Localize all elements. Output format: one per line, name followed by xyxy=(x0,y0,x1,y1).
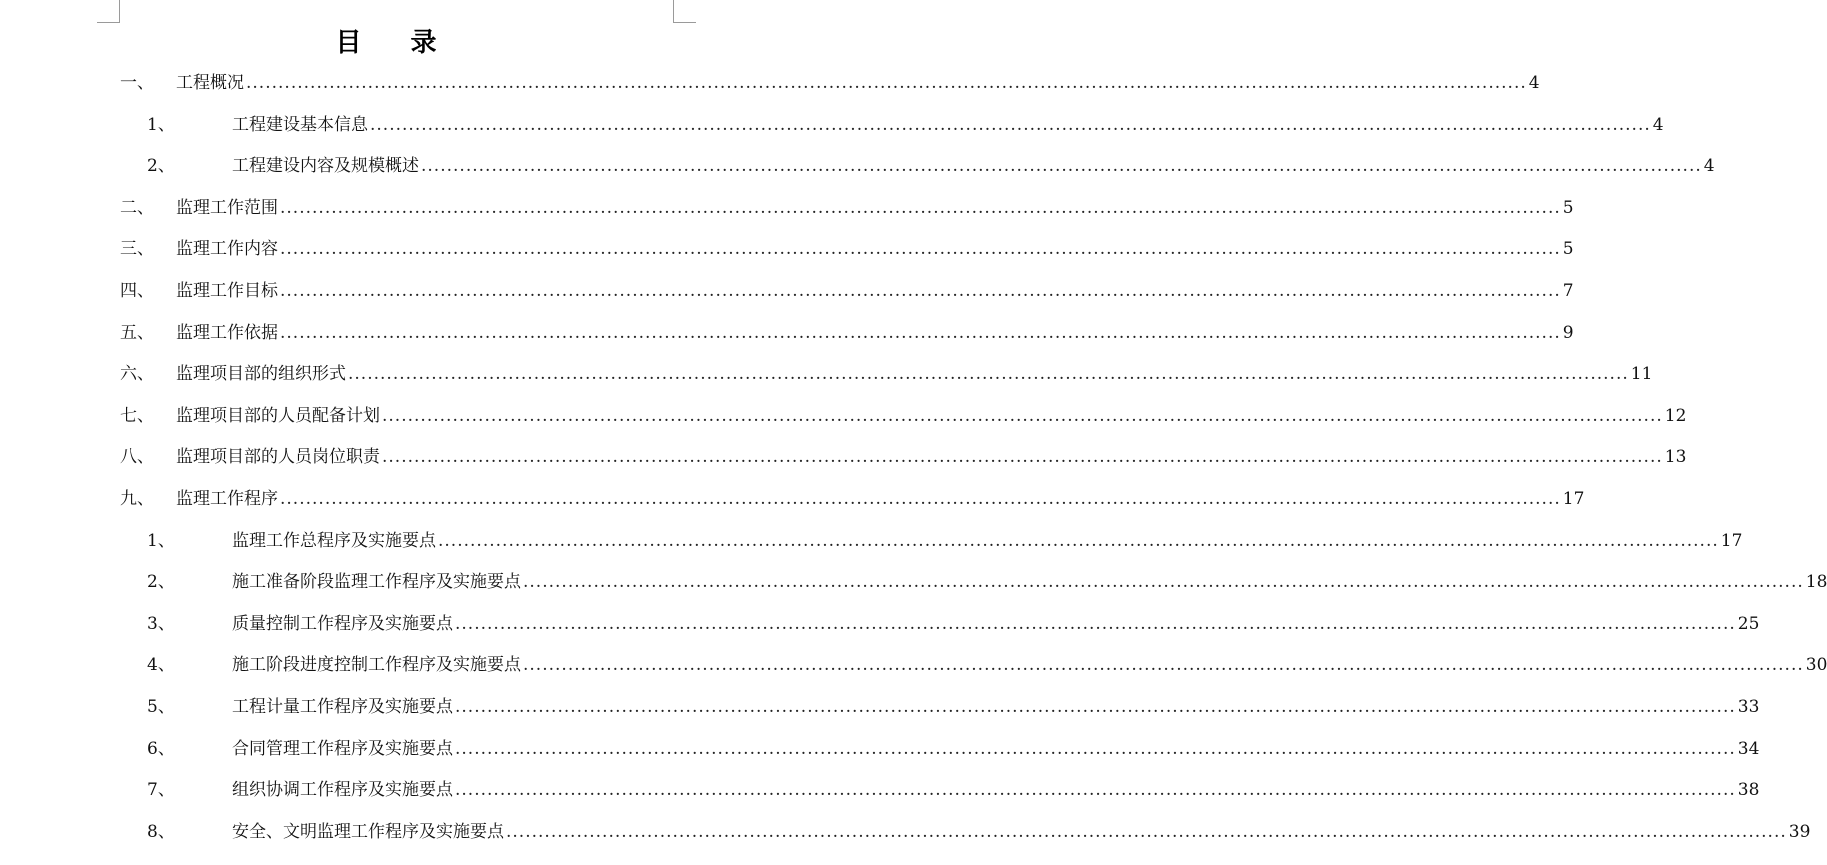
toc-dot-leader: ........................................................................................................................................................................................................ xyxy=(280,280,1561,301)
toc-entry-line xyxy=(232,729,1760,771)
toc-entry-page-number: 12 xyxy=(1664,405,1687,426)
toc-entry[interactable] xyxy=(0,645,1827,687)
toc-entry-label[interactable]: 监理项目部的组织形式 xyxy=(176,364,346,385)
toc-entry-page-number: 4 xyxy=(1652,114,1664,135)
toc-entry-page-number: 4 xyxy=(1528,73,1540,93)
toc-entry[interactable] xyxy=(0,562,1827,604)
toc-dot-leader: ........................................................................................................................................................................................................ xyxy=(438,530,1719,551)
toc-entry-line xyxy=(232,645,1827,687)
toc-dot-leader: ........................................................................................................................................................................................................ xyxy=(421,156,1702,177)
toc-entry[interactable] xyxy=(0,313,1574,355)
toc-entry-page-number: 33 xyxy=(1737,696,1760,717)
toc-dot-leader: ........................................................................................................................................................................................................ xyxy=(523,655,1804,676)
toc-entry-line xyxy=(176,354,1653,396)
toc-entry-label[interactable]: 安全、文明监理工作程序及实施要点 xyxy=(232,821,504,842)
toc-entry-label[interactable]: 监理工作目标 xyxy=(176,280,278,301)
toc-dot-leader: ........................................................................................................................................................................................................ xyxy=(382,447,1663,468)
toc-entry-line xyxy=(232,562,1827,604)
toc-entry-label[interactable]: 工程计量工作程序及实施要点 xyxy=(232,696,453,717)
toc-entry-label[interactable]: 工程建设基本信息 xyxy=(232,114,368,135)
toc-entry-number: 8、 xyxy=(147,821,175,842)
toc-entry-label[interactable]: 监理工作范围 xyxy=(176,197,278,218)
toc-entry-number: 八、 xyxy=(120,447,154,468)
toc-dot-leader: ........................................................................................................................................................................................................ xyxy=(382,405,1663,426)
toc-entry-number: 6、 xyxy=(147,738,175,759)
toc-entry-line xyxy=(232,604,1760,646)
toc-entry-line xyxy=(176,437,1687,479)
crop-mark-top-right xyxy=(673,0,696,23)
toc-entry[interactable] xyxy=(0,770,1760,812)
toc-dot-leader: ........................................................................................................................................................................................................ xyxy=(506,821,1787,842)
toc-dot-leader: ........................................................................................................................................................................................................ xyxy=(455,613,1736,634)
toc-entry-number: 2、 xyxy=(147,572,175,593)
toc-entry[interactable] xyxy=(0,729,1760,771)
toc-entry-number: 3、 xyxy=(147,613,175,634)
toc-entry[interactable] xyxy=(0,437,1687,479)
toc-entry-page-number: 39 xyxy=(1788,821,1811,842)
toc-dot-leader: ........................................................................................................................................................................................................ xyxy=(370,114,1651,135)
toc-entry[interactable] xyxy=(0,146,1715,188)
toc-dot-leader: ........................................................................................................................................................................................................ xyxy=(455,696,1736,717)
toc-entry[interactable] xyxy=(0,188,1574,230)
toc-entry-page-number: 25 xyxy=(1737,613,1760,634)
toc-entry[interactable] xyxy=(0,105,1664,147)
toc-entry-page-number: 38 xyxy=(1737,780,1760,801)
toc-entry-line xyxy=(232,770,1760,812)
toc-entry-number: 7、 xyxy=(147,780,175,801)
toc-entry-page-number: 17 xyxy=(1562,488,1585,509)
toc-entry-label[interactable]: 监理项目部的人员配备计划 xyxy=(176,405,380,426)
toc-entry-line xyxy=(176,188,1574,230)
toc-entry-line xyxy=(176,396,1687,438)
toc-entry-number: 九、 xyxy=(120,488,154,509)
toc-entry-line xyxy=(176,271,1574,313)
toc-entry[interactable] xyxy=(0,812,1811,854)
toc-entry-page-number: 34 xyxy=(1737,738,1760,759)
toc-dot-leader: ........................................................................................................................................................................................................ xyxy=(280,197,1561,218)
toc-entry-label[interactable]: 监理项目部的人员岗位职责 xyxy=(176,447,380,468)
toc-entry-page-number: 4 xyxy=(1703,156,1715,177)
crop-mark-top-left xyxy=(97,0,120,23)
toc-entry-label[interactable]: 监理工作依据 xyxy=(176,322,278,343)
toc-entry-number: 四、 xyxy=(120,280,154,301)
toc-entry-label[interactable]: 工程概况 xyxy=(176,73,244,93)
toc-entry[interactable] xyxy=(0,396,1687,438)
toc-entry-number: 4、 xyxy=(147,655,175,676)
toc-dot-leader: ........................................................................................................................................................................................................ xyxy=(455,738,1736,759)
toc-entry-number: 5、 xyxy=(147,696,175,717)
toc-entry-number: 1、 xyxy=(147,530,175,551)
toc-entry-label[interactable]: 施工准备阶段监理工作程序及实施要点 xyxy=(232,572,521,593)
toc-entry-label[interactable]: 监理工作总程序及实施要点 xyxy=(232,530,436,551)
toc-entry-number: 2、 xyxy=(147,156,175,177)
toc-entry[interactable] xyxy=(0,63,1540,105)
toc-entry-number: 1、 xyxy=(147,114,175,135)
toc-entry-number: 六、 xyxy=(120,364,154,385)
toc-entry-line xyxy=(232,521,1743,563)
toc-entry-number: 二、 xyxy=(120,197,154,218)
toc-entry-page-number: 9 xyxy=(1562,322,1574,343)
toc-dot-leader: ........................................................................................................................................................................................................ xyxy=(348,364,1629,385)
toc-entry[interactable] xyxy=(0,687,1760,729)
toc-entry-line xyxy=(176,313,1574,355)
toc-entry-page-number: 7 xyxy=(1562,280,1574,301)
toc-entry[interactable] xyxy=(0,521,1743,563)
toc-entry-line xyxy=(232,812,1811,854)
toc-entry-number: 五、 xyxy=(120,322,154,343)
toc-dot-leader: ........................................................................................................................................................................................................ xyxy=(280,488,1561,509)
toc-dot-leader: ........................................................................................................................................................................................................ xyxy=(523,572,1804,593)
toc-entry[interactable] xyxy=(0,479,1585,521)
toc-entry-page-number: 18 xyxy=(1805,572,1827,593)
toc-entry-number: 三、 xyxy=(120,239,154,260)
toc-entry-number: 七、 xyxy=(120,405,154,426)
toc-entry-label[interactable]: 合同管理工作程序及实施要点 xyxy=(232,738,453,759)
toc-entry-label[interactable]: 监理工作程序 xyxy=(176,488,278,509)
toc-entry-label[interactable]: 监理工作内容 xyxy=(176,239,278,260)
toc-entry-line xyxy=(232,146,1715,188)
page-title: 目 录 xyxy=(335,28,457,58)
toc-dot-leader: ........................................................................................................................................................................................................ xyxy=(280,239,1561,260)
toc-entry-line xyxy=(176,63,1540,105)
toc-dot-leader: ........................................................................................................................................................................................................ xyxy=(455,780,1736,801)
toc-dot-leader: ........................................................................................................................................................................................................ xyxy=(280,322,1561,343)
toc-entry-page-number: 11 xyxy=(1630,364,1653,385)
toc-entry[interactable] xyxy=(0,354,1653,396)
table-of-contents xyxy=(0,63,1827,853)
toc-entry-line xyxy=(176,229,1574,271)
toc-entry[interactable] xyxy=(0,229,1574,271)
toc-entry-number: 一、 xyxy=(120,73,154,93)
toc-entry-label[interactable]: 工程建设内容及规模概述 xyxy=(232,156,419,177)
toc-entry[interactable] xyxy=(0,271,1574,313)
toc-entry-page-number: 13 xyxy=(1664,447,1687,468)
toc-dot-leader: ........................................................................................................................................................................................................ xyxy=(246,73,1527,93)
toc-entry-line xyxy=(232,687,1760,729)
toc-entry[interactable] xyxy=(0,604,1760,646)
toc-entry-label[interactable]: 组织协调工作程序及实施要点 xyxy=(232,780,453,801)
toc-entry-page-number: 17 xyxy=(1720,530,1743,551)
toc-entry-label[interactable]: 质量控制工作程序及实施要点 xyxy=(232,613,453,634)
toc-entry-page-number: 5 xyxy=(1562,197,1574,218)
toc-entry-page-number: 5 xyxy=(1562,239,1574,260)
toc-entry-line xyxy=(232,105,1664,147)
toc-entry-page-number: 30 xyxy=(1805,655,1827,676)
toc-entry-label[interactable]: 施工阶段进度控制工作程序及实施要点 xyxy=(232,655,521,676)
toc-entry-line xyxy=(176,479,1585,521)
